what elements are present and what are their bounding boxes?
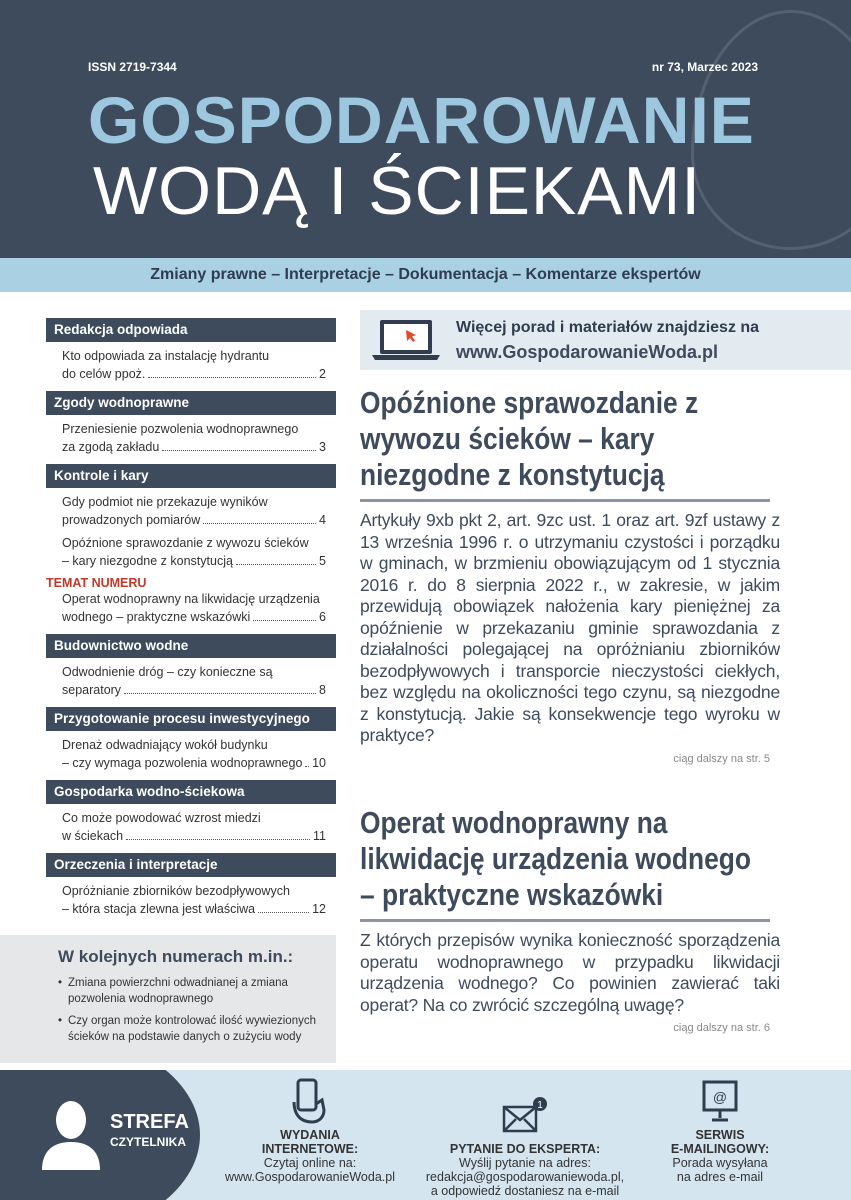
divider — [360, 919, 770, 922]
article-title: Operat wodnoprawny na likwidację urządzenia wodnego – praktyczne wskazówki — [360, 805, 751, 912]
toc-entry-line1: Drenaż odwadniający wokół budynku — [62, 738, 268, 752]
tagline: Zmiany prawne – Interpretacje – Dokumentacja – Komentarze ekspertów — [0, 258, 851, 292]
article-lead: Artykuły 9xb pkt 2, art. 9zc ust. 1 oraz art. 9zf ustawy z 13 września 1996 r. o utrzymaniu czystości i porządku w gminach, w brzmieniu obowiązującym od 1 stycznia 2016 r. do 8 sierpnia 2022 r., w zakresie, w jakim przewidują obowiązek nałożenia kary pieniężnej za opóźnienie w przekazaniu gminie sprawozdania z działalności polegającej na opróżnianiu zbiorników bezodpływowych i transporcie nieczystości ciekłych, bez względu na okoliczności tego czynu, są niezgodne z konstytucją. Jakie są konsekwencje tego wyroku w praktyce? — [360, 510, 780, 745]
second-article — [360, 805, 780, 1034]
toc-entry-line2: separatory — [62, 683, 122, 697]
toc-page-number: 8 — [319, 683, 326, 697]
toc-section-header: Zgody wodnoprawne — [46, 391, 336, 415]
toc-page-number: 5 — [319, 554, 326, 568]
leader-dots — [203, 511, 316, 524]
envelope-notification-icon — [502, 1092, 548, 1138]
toc-entry[interactable] — [46, 590, 336, 626]
leader-dots — [253, 608, 316, 621]
issn: ISSN 2719-7344 — [88, 60, 177, 74]
col-email[interactable]: redakcja@gospodarowaniewoda.pl, — [425, 1170, 625, 1184]
toc-section-header: Redakcja odpowiada — [46, 318, 336, 342]
ask-expert[interactable] — [415, 1084, 635, 1198]
toc-entry-line1: Kto odpowiada za instalację hydrantu — [62, 349, 270, 363]
toc-entry[interactable] — [46, 658, 336, 699]
col-text: a odpowiedź dostaniesz na e-mail — [430, 1184, 620, 1198]
leader-dots — [162, 438, 316, 451]
col-text: Wyślij pytanie na adres: — [459, 1156, 591, 1170]
leader-dots — [124, 681, 316, 694]
toc-entry-line2: prowadzonych pomiarów — [62, 513, 201, 527]
col-text: Porada wysyłana — [672, 1156, 768, 1170]
masthead — [0, 0, 851, 258]
continued-note: ciąg dalszy na str. 5 — [673, 752, 770, 765]
next-issues-title: W kolejnych numerach m.in.: — [58, 947, 294, 966]
toc-section-header: Orzeczenia i interpretacje — [46, 853, 336, 877]
col-text: na adres e-mail — [676, 1170, 764, 1184]
toc-entry[interactable] — [46, 529, 336, 570]
toc-entry-line1: Co może powodować wzrost miedzi — [62, 811, 261, 825]
toc-entry-line1: Przeniesienie pozwolenia wodnoprawnego — [62, 422, 299, 436]
toc-entry[interactable] — [46, 415, 336, 456]
col-title: WYDANIA — [280, 1128, 340, 1142]
toc-entry-line2: – która stacja zlewna jest właściwa — [62, 902, 256, 916]
table-of-contents — [46, 310, 336, 918]
strefa-text: STREFA — [110, 1111, 189, 1133]
footer — [0, 1070, 851, 1200]
toc-page-number: 3 — [319, 440, 326, 454]
toc-page-number: 12 — [312, 902, 326, 916]
title-line1: GOSPODAROWANIE — [88, 83, 755, 157]
toc-entry-line2: do celów ppoż. — [62, 367, 146, 381]
col-link[interactable]: www.GospodarowanieWoda.pl — [224, 1170, 395, 1184]
featured-topic-label: TEMAT NUMERU — [46, 576, 147, 590]
col-title: E-MAILINGOWY: — [670, 1142, 770, 1156]
online-editions[interactable] — [210, 1070, 410, 1184]
user-icon — [40, 1100, 102, 1172]
toc-entry-line1: Gdy podmiot nie przekazuje wyników — [62, 495, 268, 509]
issue-number: nr 73, Marzec 2023 — [651, 60, 758, 74]
toc-page-number: 10 — [312, 756, 326, 770]
monitor-at-icon — [700, 1078, 740, 1124]
leader-dots — [236, 552, 316, 565]
toc-entry[interactable] — [46, 731, 336, 772]
lead-article — [360, 385, 780, 765]
leader-dots — [148, 365, 316, 378]
divider — [360, 499, 770, 502]
next-issue-item: • Zmiana powierzchni odwadnianej a zmiana pozwolenia wodnoprawnego — [58, 975, 316, 1007]
col-title: SERWIS — [695, 1128, 745, 1142]
laptop-cursor-icon — [372, 318, 440, 362]
toc-section-header: Kontrole i kary — [46, 464, 336, 488]
toc-entry-line1: Operat wodnoprawny na likwidację urządzenia — [62, 592, 320, 606]
col-title: INTERNETOWE: — [261, 1142, 359, 1156]
toc-entry-line1: Opóźnione sprawozdanie z wywozu ścieków — [62, 536, 309, 550]
toc-page-number: 2 — [319, 367, 326, 381]
phone-hand-icon — [290, 1078, 330, 1124]
leader-dots — [258, 900, 309, 913]
article-lead: Z których przepisów wynika konieczność sporządzenia operatu wodnoprawnego w przypadku likwidacji urządzenia wodnego? Co powinien zawierać taki operat? Na co zwrócić szczególną uwagę? — [360, 930, 780, 1015]
toc-entry-line2: – czy wymaga pozwolenia wodnoprawnego — [62, 756, 303, 770]
toc-entry[interactable] — [46, 804, 336, 845]
reader-zone-label — [110, 1112, 189, 1152]
next-issue-item: • Czy organ może kontrolować ilość wywiezionych ścieków na podstawie danych o zużyciu wody — [58, 1013, 316, 1045]
toc-entry[interactable] — [46, 488, 336, 529]
toc-entry-line2: za zgodą zakładu — [62, 440, 160, 454]
continued-note: ciąg dalszy na str. 6 — [673, 1022, 770, 1034]
svg-text:@: @ — [712, 1089, 728, 1105]
article-title: Opóźnione sprawozdanie z wywozu ścieków – kary niezgodne z konstytucją — [360, 385, 699, 492]
toc-entry[interactable] — [46, 877, 336, 918]
toc-entry-line2: w ściekach — [62, 829, 124, 843]
toc-entry[interactable] — [46, 342, 336, 383]
leader-dots — [126, 827, 310, 840]
promo-link[interactable]: www.GospodarowanieWoda.pl — [456, 342, 719, 362]
promo-banner[interactable] — [360, 310, 851, 370]
col-title: PYTANIE DO EKSPERTA: — [449, 1142, 601, 1156]
notification-badge: 1 — [537, 1100, 543, 1111]
toc-section-header: Budownictwo wodne — [46, 634, 336, 658]
toc-page-number: 11 — [313, 829, 326, 843]
toc-entry-line2: – kary niezgodne z konstytucją — [62, 554, 233, 568]
toc-section-header: Przygotowanie procesu inwestycyjnego — [46, 707, 336, 731]
toc-section-header: Gospodarka wodno-ściekowa — [46, 780, 336, 804]
title-line2: WODĄ I ŚCIEKAMI — [93, 153, 702, 229]
col-text: Czytaj online na: — [263, 1156, 357, 1170]
toc-entry-line1: Odwodnienie dróg – czy konieczne są — [62, 665, 273, 679]
leader-dots — [305, 754, 309, 767]
toc-entry-line1: Opróżnianie zbiorników bezodpływowych — [62, 884, 290, 898]
toc-entry-line2: wodnego – praktyczne wskazówki — [62, 610, 251, 624]
promo-text: Więcej porad i materiałów znajdziesz na — [456, 319, 760, 336]
czytelnika-text: CZYTELNIKA — [110, 1135, 186, 1149]
emailing-service[interactable] — [640, 1070, 800, 1184]
next-issues-box — [0, 935, 336, 1063]
toc-page-number: 4 — [319, 513, 326, 527]
toc-page-number: 6 — [319, 610, 326, 624]
